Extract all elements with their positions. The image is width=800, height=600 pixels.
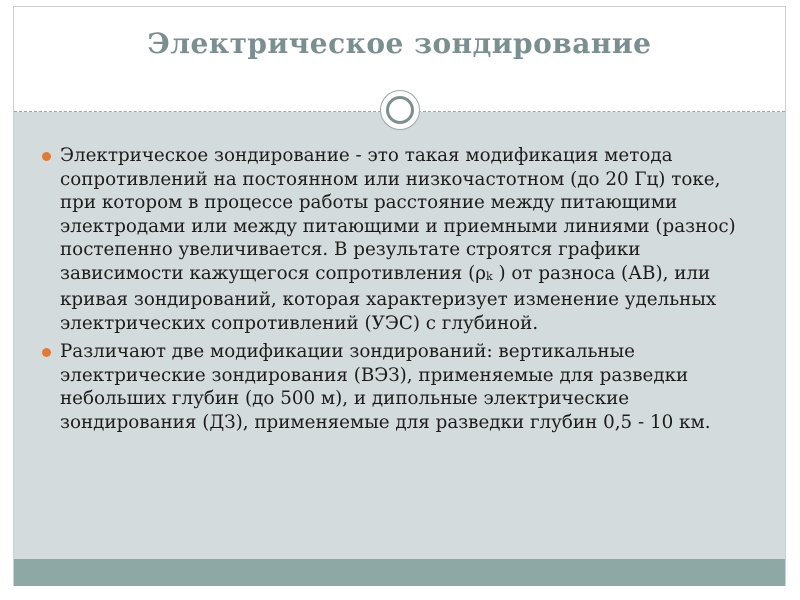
slide-title: Электрическое зондирование bbox=[147, 27, 652, 60]
bottom-band bbox=[14, 559, 785, 586]
content-area bbox=[14, 112, 785, 559]
bullet-item-2 bbox=[42, 340, 762, 434]
bullet-2-text: Различают две модификации зондирований: вертикальные электрические зондирования (ВЭЗ), применяемые для разведки небольших глубин (до 500 м), и дипольные электрические зондирования (ДЗ), применяемые для разведки глубин 0,5 - 10 км. bbox=[60, 341, 711, 433]
bullet-dot-icon bbox=[42, 348, 51, 357]
bullet-list bbox=[42, 144, 762, 439]
circle-ornament-inner-icon bbox=[386, 96, 414, 124]
bullet-1-text-before: Электрическое зондирование - это такая модификация метода сопротивлений на постоянном или низкочастотном (до 20 Гц) токе, при котором в процессе работы расстояние между питающими электродами или между питающими и приемными линиями (разнос) постепенно увеличивается. В результате строятся графики зависимости кажущегося сопротивления ( bbox=[60, 145, 736, 284]
bullet-1-text-after: ) от разноса (АВ), или кривая зондирований, которая характеризует изменение удельных электрических сопротивлений (УЭС) с глубиной. bbox=[60, 262, 717, 334]
circle-ornament-icon bbox=[380, 90, 420, 130]
rho-symbol: ρ bbox=[475, 262, 486, 284]
bullet-item-1 bbox=[42, 144, 762, 335]
rho-subscript: k bbox=[485, 269, 493, 283]
bullet-dot-icon bbox=[42, 152, 51, 161]
slide bbox=[13, 6, 786, 586]
